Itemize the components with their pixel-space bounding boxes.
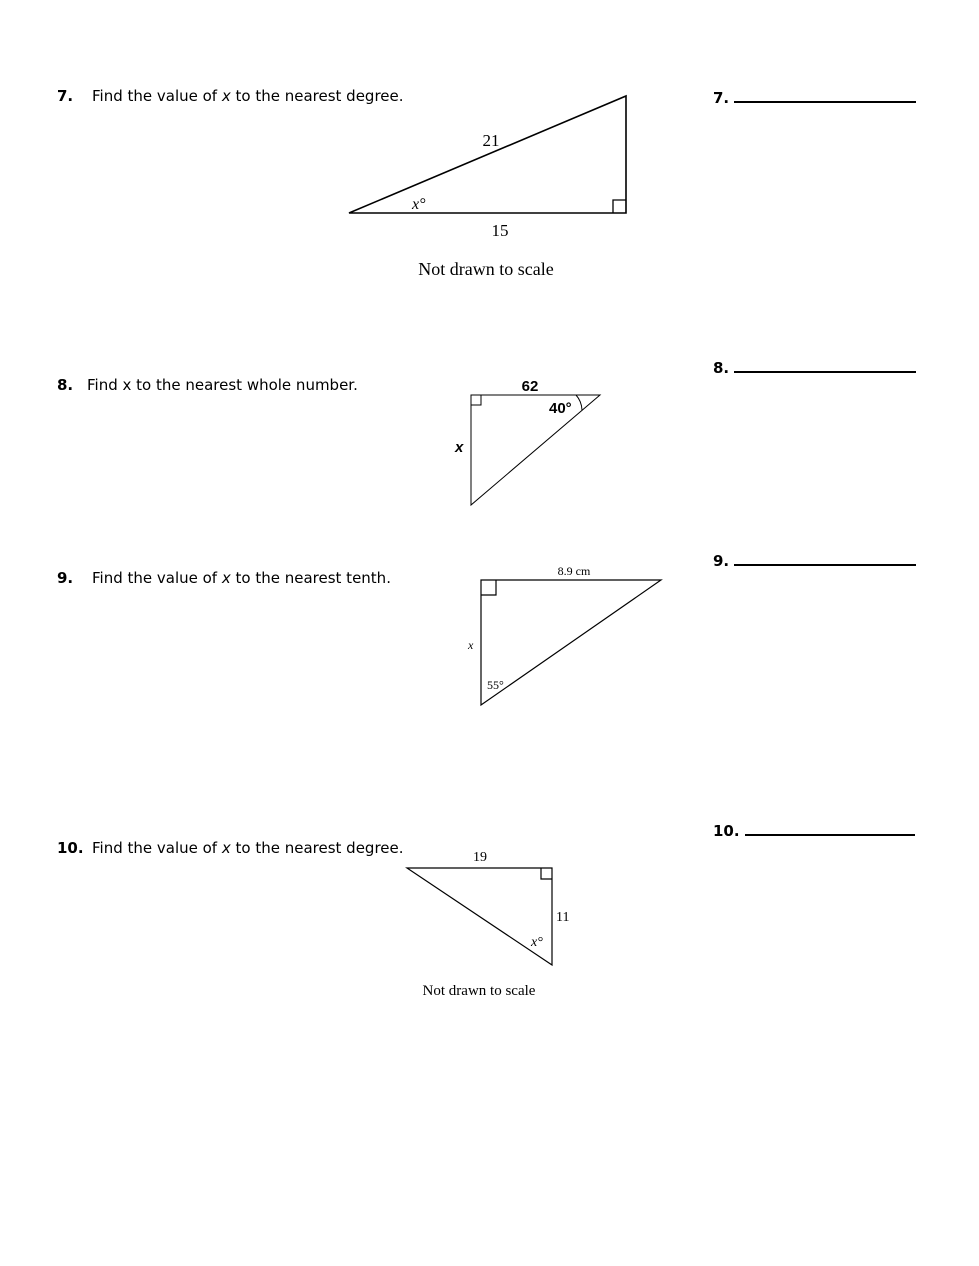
figure-10-note: Not drawn to scale [422,983,536,999]
figure-9-angle-label: 55° [487,678,504,692]
figure-10-outline [407,868,552,965]
answer-7-label: 7. [713,89,730,107]
figure-7-base-label: 15 [491,221,509,240]
figure-7-triangle [349,96,626,279]
figure-10-triangle [407,850,569,999]
problem-7-number: 7. [57,87,74,105]
problem-8-text: Find x to the nearest whole number. [87,376,358,394]
figure-10-right-angle-mark [541,868,552,879]
figure-8-angle-arc [576,395,582,410]
problem-9-number: 9. [57,569,74,587]
problem-7-text-before: Find the value of [92,87,222,105]
problem-10-text-before: Find the value of [92,839,222,857]
answer-9-label: 9. [713,552,730,570]
figure-9-right-angle-mark [481,580,496,595]
figure-7-right-angle-mark [613,200,626,213]
figure-9-triangle [467,564,661,705]
answer-10-label: 10. [713,822,740,840]
problem-9-variable: x [221,569,231,587]
figure-8-side-label: x [455,439,464,456]
figure-10-side-label: 11 [556,910,570,925]
problem-10-number: 10. [57,839,84,857]
problem-10-variable: x [221,839,231,857]
figure-9-top-label: 8.9 cm [557,564,591,578]
figure-9-outline [481,580,661,705]
problem-8-number: 8. [57,376,74,394]
figure-8-right-angle-mark [471,395,481,405]
answer-8-label: 8. [713,359,730,377]
figure-8-triangle [454,378,600,505]
figure-8-angle-label: 40° [549,400,572,417]
figure-7-angle-label: x° [412,196,426,213]
problem-10-text-after: to the nearest degree. [230,839,404,857]
figure-7-outline [349,96,626,213]
figure-7-note: Not drawn to scale [418,259,554,279]
figure-10-top-label: 19 [473,850,487,865]
figure-8-outline [471,395,600,505]
figure-8-top-label: 62 [521,378,539,395]
figure-7-hypotenuse-label: 21 [482,131,500,150]
problem-7-variable: x [221,87,231,105]
problem-9-text-after: to the nearest tenth. [230,569,391,587]
figure-9-side-label: x [468,638,474,652]
problem-7-text-after: to the nearest degree. [230,87,404,105]
problem-9-text-before: Find the value of [92,569,222,587]
figure-10-angle-label: x° [531,935,543,950]
